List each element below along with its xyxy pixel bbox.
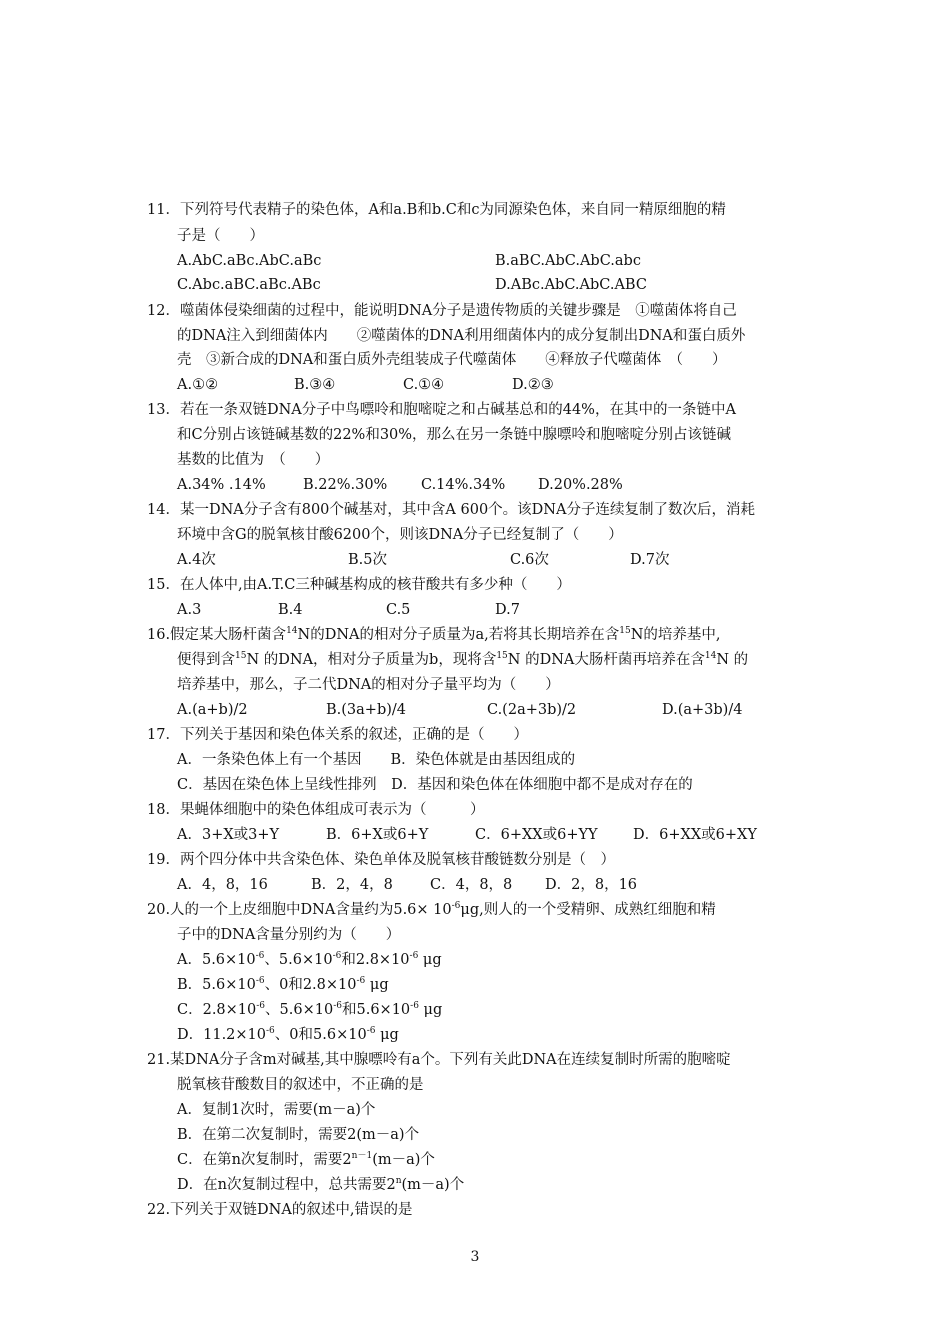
q11-option-b: B.aBC.AbC.AbC.abc <box>495 253 641 269</box>
q15-stem: 15．在人体中,由A.T.C三种碱基构成的核苷酸共有多少种（ ） <box>147 577 571 593</box>
q18-option-d: D．6+XX或6+XY <box>633 827 757 843</box>
q14-option-a: A.4次 <box>177 552 216 568</box>
q14-option-c: C.6次 <box>510 552 549 568</box>
q20-option-c: C．$2.8\times 10^{-6}$、$5.6\times 10^{-6}$和$5.6\times 10^{-6}$ μg <box>177 1001 443 1018</box>
q16-option-d: D.(a+3b)/4 <box>662 702 743 718</box>
q13-option-d: D.20%.28% <box>538 477 623 493</box>
q21-option-a: A．复制1次时，需要(m－a)个 <box>177 1102 376 1118</box>
q19-option-d: D．2，8，16 <box>545 877 638 893</box>
q13-option-c: C.14%.34% <box>421 477 506 493</box>
q12-option-a: A.①② <box>177 377 219 393</box>
q11-option-c: C.Abc.aBC.aBc.ABc <box>177 277 321 293</box>
q13-stem-cont: 和C分别占该链碱基数的22%和30%，那么在另一条链中腺嘌呤和胞嘧啶分别占该链碱 <box>177 427 732 443</box>
q20-option-d: D．$11.2\times 10^{-6}$、0和$5.6\times 10^{-6}$ μg <box>177 1026 399 1043</box>
q16-stem-cont: 便得到含$^{15}$N 的DNA，相对分子质量为b，现将含$^{15}$N 的DNA大肠杆菌再培养在含$^{14}$N 的 <box>177 651 749 668</box>
q12-stem-cont: 的DNA注入到细菌体内 ②噬菌体的DNA利用细菌体内的成分复制出DNA和蛋白质外 <box>177 328 746 344</box>
q16-stem: 16.假定某大肠杆菌含$^{14}$N的DNA的相对分子质量为a,若将其长期培养在含$^{15}$N的培养基中, <box>147 626 721 643</box>
q13-stem-cont2: 基数的比值为 （ ） <box>177 452 330 468</box>
q21-option-d: D．在n次复制过程中，总共需要$2^n(m-a)$个 <box>177 1176 465 1193</box>
q12-option-c: C.①④ <box>403 377 445 393</box>
q17-options-cd: C．基因在染色体上呈线性排列 D．基因和染色体在体细胞中都不是成对存在的 <box>177 777 693 793</box>
q15-option-a: A.3 <box>177 602 202 618</box>
q11-option-d: D.ABc.AbC.AbC.ABC <box>495 277 647 293</box>
q12-option-d: D.②③ <box>512 377 554 393</box>
q21-stem-cont: 脱氧核苷酸数目的叙述中，不正确的是 <box>177 1077 424 1093</box>
q18-stem: 18．果蝇体细胞中的染色体组成可表示为（ ） <box>147 802 485 818</box>
q20-stem-cont: 子中的DNA含量分别约为（ ） <box>177 927 401 943</box>
q19-option-b: B．2，4，8 <box>311 877 393 893</box>
q18-option-c: C．6+XX或6+YY <box>475 827 598 843</box>
q12-option-b: B.③④ <box>294 377 336 393</box>
q11-stem-cont: 子是（ ） <box>177 228 264 244</box>
q12-stem: 12．噬菌体侵染细菌的过程中，能说明DNA分子是遗传物质的关键步骤是 ①噬菌体将自己 <box>147 303 737 319</box>
q16-option-b: B.(3a+b)/4 <box>326 702 406 718</box>
page-number: 3 <box>470 1249 480 1265</box>
q16-option-c: C.(2a+3b)/2 <box>487 702 577 718</box>
q16-stem-cont2: 培养基中，那么，子二代DNA的相对分子量平均为（ ） <box>177 677 560 693</box>
q14-option-d: D.7次 <box>630 552 670 568</box>
q21-option-b: B．在第二次复制时，需要2(m－a)个 <box>177 1127 420 1143</box>
q18-option-a: A．3+X或3+Y <box>177 827 280 843</box>
q17-stem: 17．下列关于基因和染色体关系的叙述，正确的是（ ） <box>147 727 528 743</box>
q17-options-ab: A．一条染色体上有一个基因 B．染色体就是由基因组成的 <box>177 752 576 768</box>
q15-option-d: D.7 <box>495 602 520 618</box>
q12-stem-cont2: 壳 ③新合成的DNA和蛋白质外壳组装成子代噬菌体 ④释放子代噬菌体 （ ） <box>177 352 727 368</box>
q19-option-c: C．4，8，8 <box>430 877 513 893</box>
q21-option-c: C．在第n次复制时，需要$2^{n-1}(m-a)$个 <box>177 1151 435 1168</box>
q14-stem: 14．某一DNA分子含有800个碱基对，其中含A 600个。该DNA分子连续复制了数次后，消耗 <box>147 502 755 518</box>
q21-stem: 21.某DNA分子含m对碱基,其中腺嘌呤有a个。下列有关此DNA在连续复制时所需的胞嘧啶 <box>147 1052 731 1068</box>
q22-stem: 22.下列关于双链DNA的叙述中,错误的是 <box>147 1202 413 1218</box>
q16-option-a: A.(a+b)/2 <box>177 702 248 718</box>
q14-stem-cont: 环境中含G的脱氧核甘酸6200个，则该DNA分子已经复制了（ ） <box>177 527 623 543</box>
q15-option-b: B.4 <box>278 602 303 618</box>
q13-stem: 13．若在一条双链DNA分子中鸟嘌呤和胞嘧啶之和占碱基总和的44%，在其中的一条链中A <box>147 402 736 418</box>
q20-option-b: B．$5.6\times 10^{-6}$、0和$2.8\times 10^{-6}$ μg <box>177 976 389 993</box>
q11-stem: 11．下列符号代表精子的染色体，A和a.B和b.C和c为同源染色体，来自同一精原细胞的精 <box>147 202 726 218</box>
q15-option-c: C.5 <box>386 602 411 618</box>
q19-stem: 19．两个四分体中共含染色体、染色单体及脱氧核苷酸链数分别是（ ） <box>147 852 615 868</box>
q20-option-a: A．$5.6\times 10^{-6}$、$5.6\times 10^{-6}$和$2.8\times 10^{-6}$ μg <box>177 951 442 968</box>
q13-option-b: B.22%.30% <box>303 477 388 493</box>
q18-option-b: B．6+X或6+Y <box>326 827 429 843</box>
q11-option-a: A.AbC.aBc.AbC.aBc <box>177 253 322 269</box>
q13-option-a: A.34% .14% <box>177 477 266 493</box>
q19-option-a: A．4，8，16 <box>177 877 268 893</box>
q20-stem: 20.人的一个上皮细胞中DNA含量约为$5.6\times 10^{-6}\mu g$,则人的一个受精卵、成熟红细胞和精 <box>147 901 716 918</box>
q14-option-b: B.5次 <box>348 552 387 568</box>
